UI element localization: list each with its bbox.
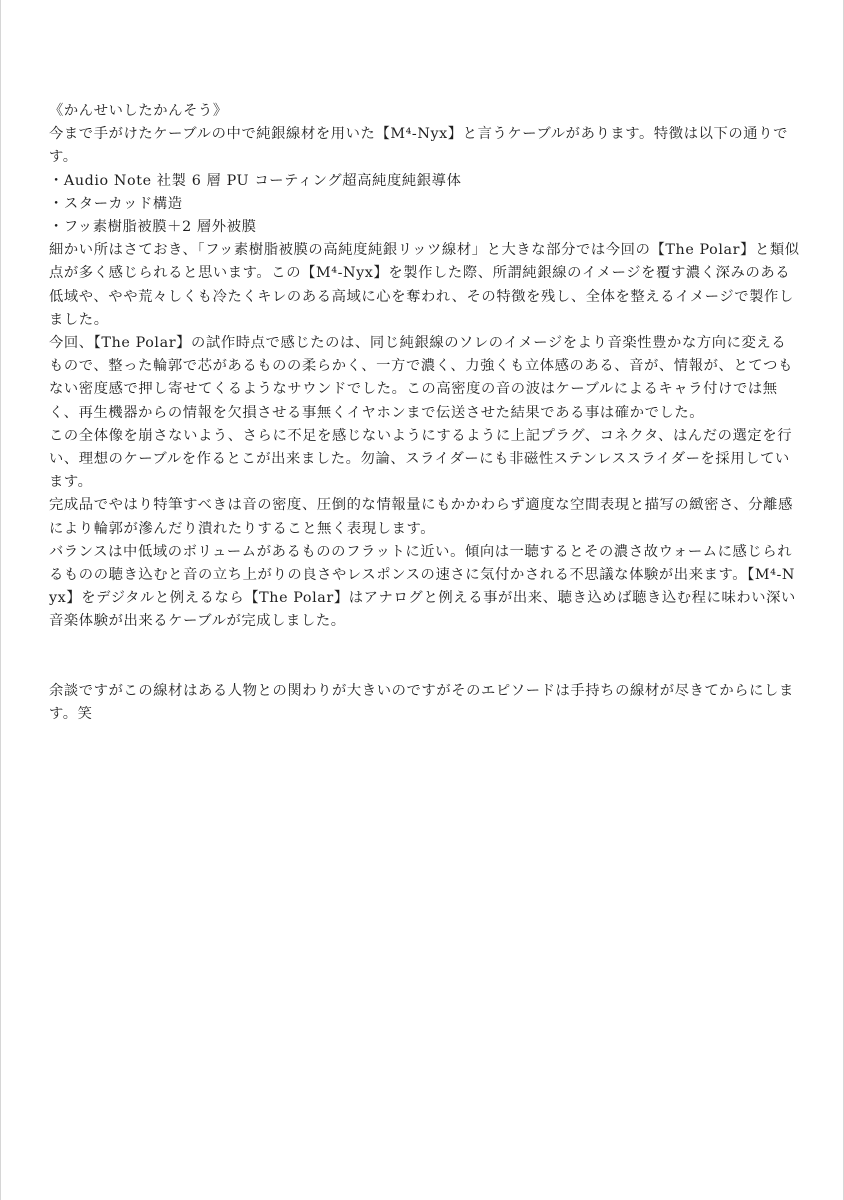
postscript-paragraph: 余談ですがこの線材はある人物との関わりが大きいのですがそのエピソードは手持ちの線材が尽きてからにします。笑 [49, 682, 794, 722]
body-paragraph: バランスは中低域のボリュームがあるもののフラットに近い。傾向は一聴するとその濃さ故ウォームに感じられるものの聴き込むと音の立ち上がりの良さやレスポンスの速さに気付かされる不思議な体験が出来ます。【M⁴-Nyx】をデジタルと例えるなら【The Polar】はアナログと例える事が出来、聴き込めば聴き込む程に味わい深い音楽体験が出来るケーブルが完成しました。 [49, 543, 796, 630]
body-paragraph: この全体像を崩さないよう、さらに不足を感じないようにするように上記プラグ、コネクタ、はんだの選定を行い、理想のケーブルを作るとこが出来ました。勿論、スライダーにも非磁性ステンレススライダーを採用しています。 [49, 427, 793, 491]
body-paragraph: 細かい所はさておき、「フッ素樹脂被膜の高純度純銀リッツ線材」と大きな部分では今回の【The Polar】と類似点が多く感じられると思います。この【M⁴-Nyx】を製作した際、所謂純銀線のイメージを覆す濃く深みのある低域や、やや荒々しくも冷たくキレのある高域に心を奪われ、その特徴を残し、全体を整えるイメージで製作しました。 [49, 242, 800, 328]
document-body [49, 100, 801, 726]
feature-item: ・フッ素樹脂被膜＋2 層外被膜 [49, 219, 257, 236]
paragraph-spacer [49, 634, 801, 680]
document-heading: 《かんせいしたかんそう》 [49, 103, 228, 119]
feature-item: ・スターカッド構造 [49, 195, 183, 212]
feature-item: ・Audio Note 社製 6 層 PU コーティング超高純度純銀導体 [49, 172, 462, 189]
body-paragraph: 完成品でやはり特筆すべきは音の密度、圧倒的な情報量にもかかわらず適度な空間表現と描写の緻密さ、分離感により輪郭が滲んだり潰れたりすること無く表現します。 [49, 497, 793, 537]
body-paragraph: 今回、【The Polar】の試作時点で感じたのは、同じ純銀線のソレのイメージをより音楽性豊かな方向に変えるもので、整った輪郭で芯があるものの柔らかく、一方で濃く、力強くも立体感のある、音が、情報が、とてつもない密度感で押し寄せてくるようなサウンドでした。この高密度の音の波はケーブルによるキャラ付けでは無く、再生機器からの情報を欠損させる事無くイヤホンまで伝送させた結果である事は確かでした。 [49, 335, 793, 421]
intro-paragraph: 今まで手がけたケーブルの中で純銀線材を用いた【M⁴-Nyx】と言うケーブルがあります。特徴は以下の通りです。 [49, 126, 788, 166]
